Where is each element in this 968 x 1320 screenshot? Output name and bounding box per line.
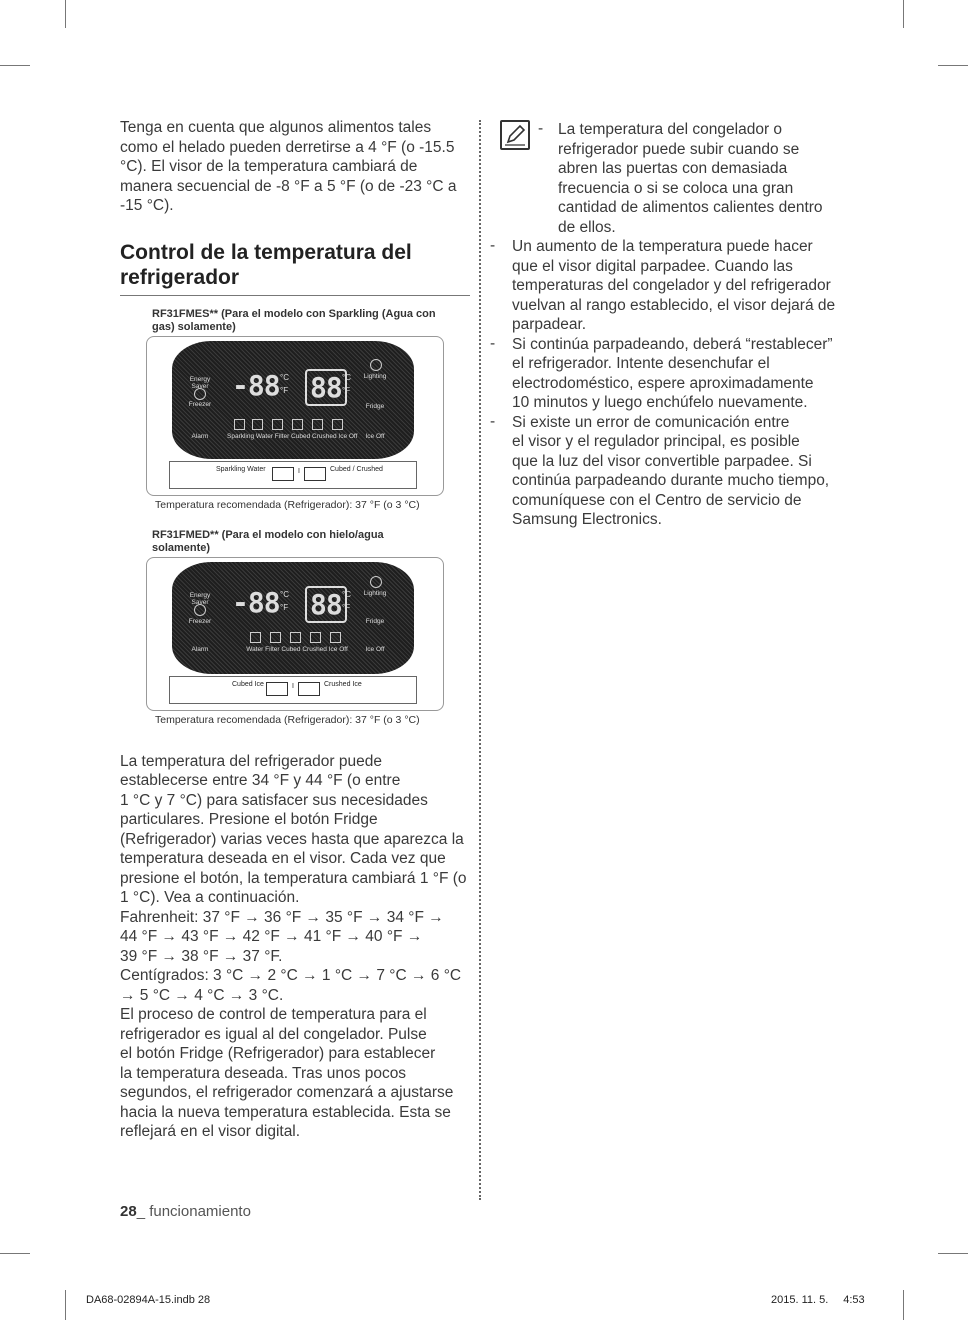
- list-line: abren las puertas con demasiada: [558, 160, 788, 177]
- list-line: parpadear.: [512, 316, 587, 333]
- list-line: Si continúa parpadeando, deberá “restablecer”: [512, 335, 833, 353]
- body-line: El proceso de control de temperatura para el: [120, 1006, 427, 1023]
- dispenser-labels: Sparkling Water Filter Cubed Crushed Ice Off: [227, 432, 358, 440]
- list-line: temperaturas del congelador y del refrigerador: [512, 277, 831, 294]
- sparkling-icon: [234, 419, 245, 430]
- body-line: segundos, el refrigerador comenzará a ajustarse: [120, 1084, 454, 1101]
- list-line: vuelvan al rango establecido, el visor dejará de: [512, 296, 836, 314]
- display-panel: [172, 341, 414, 459]
- ice-off-label: Ice Off: [365, 645, 385, 653]
- control-panel-sparkling: [146, 336, 444, 496]
- list-line: que la luz del visor convertible parpadee. Si: [512, 452, 812, 470]
- sparkling-water-button[interactable]: [272, 467, 294, 481]
- alarm-label: Alarm: [191, 645, 209, 653]
- list-line: La temperatura del congelador o: [558, 121, 783, 138]
- body-line: 1 °C). Vea a continuación.: [120, 889, 300, 906]
- crop-mark: [65, 1290, 66, 1320]
- body-line: La temperatura del refrigerador puede: [120, 752, 382, 770]
- fridge-unit-f: °F: [342, 385, 351, 395]
- strip-separator: I: [292, 682, 294, 690]
- celsius-sequence: Centígrados: 3 °C → 2 °C → 1 °C → 7 °C → 6 °C: [120, 967, 462, 984]
- fridge-unit-f: °F: [342, 602, 351, 612]
- crushed-ice-label: Crushed Ice: [324, 680, 362, 688]
- ice-off-icon: [332, 419, 343, 430]
- crushed-ice-button[interactable]: [298, 682, 320, 696]
- list-dash: -: [490, 412, 496, 430]
- freezer-unit-c: °C: [280, 589, 289, 599]
- freezer-label: Freezer: [188, 617, 212, 625]
- print-file-info: DA68-02894A-15.indb 28: [86, 1294, 211, 1306]
- list-dash: -: [490, 334, 496, 352]
- left-column: [120, 118, 470, 1142]
- notes-list: [490, 120, 840, 530]
- cubed-crushed-label: Cubed / Crushed: [330, 465, 383, 473]
- control-panel-ice-water: [146, 557, 444, 711]
- list-item: [490, 413, 840, 530]
- lighting-icon: [370, 576, 382, 588]
- fridge-label: Fridge: [365, 617, 385, 625]
- body-line: (Refrigerador) varias veces hasta que aparezca la: [120, 830, 464, 848]
- body-line: establecerse entre 34 °F y 44 °F (o entre: [120, 772, 401, 789]
- cubed-ice-label: Cubed Ice: [232, 680, 264, 688]
- list-line: 10 minutos y luego enchúfelo nuevamente.: [512, 394, 808, 411]
- body-line: la temperatura deseada. Tras unos pocos: [120, 1064, 407, 1082]
- freezer-label: Freezer: [188, 400, 212, 408]
- list-dash: -: [538, 120, 544, 137]
- crop-mark: [903, 1290, 904, 1320]
- section-heading: [120, 240, 470, 290]
- freezer-unit-f: °F: [280, 602, 289, 612]
- crop-mark: [938, 1253, 968, 1254]
- alarm-label: Alarm: [191, 432, 209, 440]
- crushed-ice-icon: [310, 632, 321, 643]
- column-divider: [479, 120, 481, 1200]
- fridge-unit-c: °C: [342, 372, 351, 382]
- crop-mark: [938, 65, 968, 66]
- page-number: 28: [120, 1203, 137, 1220]
- water-icon: [252, 419, 263, 430]
- figure1-caption: RF31FMES** (Para el modelo con Sparkling (Agua con gas) solamente): [152, 307, 436, 333]
- freezer-temp-display: -88: [232, 585, 280, 619]
- heading-line-1: Control de la temperatura del: [120, 240, 412, 264]
- cubed-ice-button[interactable]: [266, 682, 288, 696]
- fridge-unit-c: °C: [342, 589, 351, 599]
- crop-mark: [0, 65, 30, 66]
- body-text: [120, 752, 470, 1142]
- list-line: el visor y el regulador principal, es posible: [512, 433, 800, 450]
- list-line: el refrigerador. Intente desenchufar el: [512, 355, 770, 372]
- fridge-temp-display: 88: [305, 586, 347, 623]
- list-item: [490, 237, 840, 335]
- dispenser-labels: Water Filter Cubed Crushed Ice Off: [246, 645, 348, 653]
- list-line: cantidad de alimentos calientes dentro: [558, 199, 823, 216]
- crop-mark: [0, 1253, 30, 1254]
- list-line: Un aumento de la temperatura puede hacer: [512, 238, 813, 255]
- fahrenheit-sequence: Fahrenheit: 37 °F → 36 °F → 35 °F → 34 °F →: [120, 908, 444, 926]
- fahrenheit-sequence: 39 °F → 38 °F → 37 °F.: [120, 947, 283, 965]
- list-line: refrigerador puede subir cuando se: [558, 140, 800, 158]
- cubed-crushed-button[interactable]: [304, 467, 326, 481]
- list-line: frecuencia o si se coloca una gran: [558, 179, 794, 197]
- body-line: presione el botón, la temperatura cambiará 1 °F (o: [120, 869, 467, 887]
- list-line: Si existe un error de comunicación entre: [512, 413, 790, 431]
- dispenser-strip: [169, 461, 417, 489]
- dispenser-strip: [169, 676, 417, 704]
- energy-saver-label: Energy Saver: [189, 375, 211, 390]
- figure2-note: Temperatura recomendada (Refrigerador): 37 °F (o 3 °C): [155, 713, 420, 726]
- heading-line-2: refrigerador: [120, 265, 240, 289]
- body-line: 1 °C y 7 °C) para satisfacer sus necesidades: [120, 791, 428, 809]
- body-line: el botón Fridge (Refrigerador) para establecer: [120, 1045, 436, 1062]
- lighting-label: Lighting: [363, 372, 387, 380]
- section-name: _ funcionamiento: [136, 1203, 251, 1220]
- crushed-ice-icon: [312, 419, 323, 430]
- filter-icon: [270, 632, 281, 643]
- crop-mark: [65, 0, 66, 28]
- list-item: [490, 120, 840, 237]
- page-footer: [120, 1203, 251, 1220]
- body-line: reflejará en el visor digital.: [120, 1123, 301, 1140]
- freezer-icon: [194, 604, 206, 616]
- celsius-sequence: → 5 °C → 4 °C → 3 °C.: [120, 986, 284, 1004]
- freezer-unit-c: °C: [280, 372, 289, 382]
- list-line: de ellos.: [558, 218, 616, 236]
- energy-saver-label: Energy Saver: [189, 591, 211, 606]
- freezer-temp-display: -88: [232, 368, 280, 402]
- fridge-temp-display: 88: [305, 369, 347, 406]
- body-line: particulares. Presione el botón Fridge: [120, 811, 378, 828]
- fahrenheit-sequence: 44 °F → 43 °F → 42 °F → 41 °F → 40 °F →: [120, 928, 423, 945]
- ice-off-icon: [330, 632, 341, 643]
- body-line: temperatura deseada en el visor. Cada vez que: [120, 850, 446, 867]
- list-line: electrodoméstico, espere aproximadamente: [512, 374, 814, 392]
- lighting-label: Lighting: [363, 589, 387, 597]
- display-panel: [172, 562, 414, 674]
- list-dash: -: [490, 237, 496, 254]
- body-line: hacia la nueva temperatura establecida. Esta se: [120, 1103, 451, 1121]
- intro-paragraph: Tenga en cuenta que algunos alimentos tales como el helado pueden derretirse a 4 °F (o -15.5 °C). El visor de la temperatura cambiará de manera secuencial de -8 °F a 5 °F (o de -23 °C a -15 °C).: [120, 119, 457, 214]
- list-line: Samsung Electronics.: [512, 511, 662, 528]
- freezer-unit-f: °F: [280, 385, 289, 395]
- ice-off-label: Ice Off: [365, 432, 385, 440]
- figure2-caption: RF31FMED** (Para el modelo con hielo/agua solamente): [152, 528, 384, 554]
- filter-icon: [272, 419, 283, 430]
- water-icon: [250, 632, 261, 643]
- sparkling-water-label: Sparkling Water: [216, 465, 266, 473]
- strip-separator: I: [298, 467, 300, 475]
- list-line: continúa parpadeando durante mucho tiempo,: [512, 472, 830, 489]
- body-line: refrigerador es igual al del congelador. Pulse: [120, 1025, 427, 1043]
- list-item: [490, 335, 840, 413]
- freezer-icon: [194, 388, 206, 400]
- cubed-ice-icon: [290, 632, 301, 643]
- list-line: que el visor digital parpadee. Cuando las: [512, 257, 793, 275]
- figure1-note: Temperatura recomendada (Refrigerador): 37 °F (o 3 °C): [155, 498, 420, 511]
- cubed-ice-icon: [292, 419, 303, 430]
- lighting-icon: [370, 359, 382, 371]
- list-line: comuníquese con el Centro de servicio de: [512, 491, 802, 509]
- print-date-info: 2015. 11. 5. 4:53: [771, 1294, 865, 1306]
- crop-mark: [903, 0, 904, 28]
- fridge-label: Fridge: [365, 402, 385, 410]
